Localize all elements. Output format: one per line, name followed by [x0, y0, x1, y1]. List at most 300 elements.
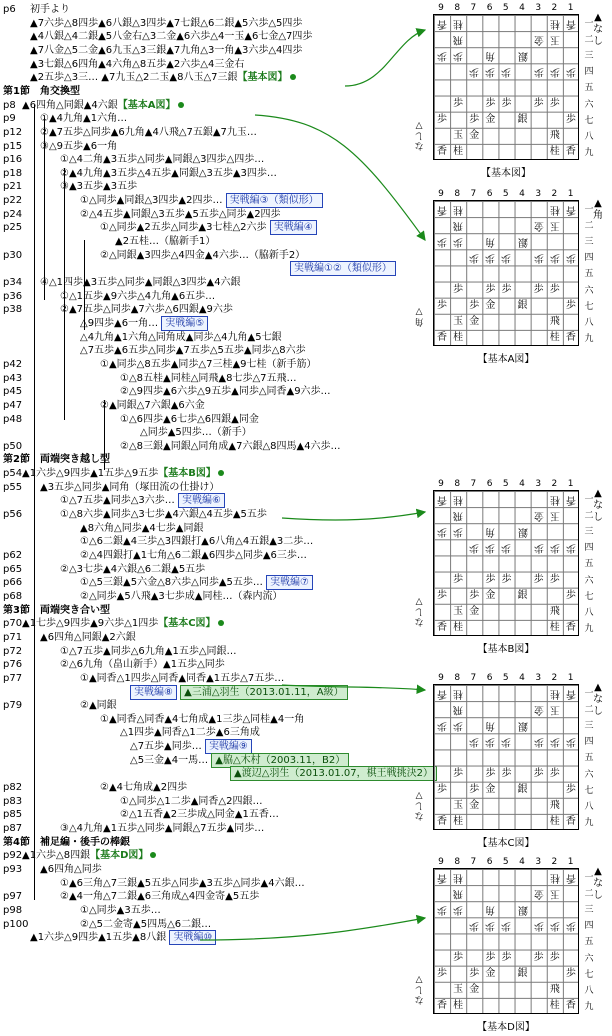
sente-piece: 歩 — [501, 97, 512, 109]
moves: △7五歩▲同歩… — [130, 741, 202, 753]
moves: ①▲4九角▲1六角… — [40, 113, 128, 125]
sente-piece: 歩 — [469, 299, 480, 311]
sente-piece: 飛 — [549, 983, 560, 995]
sente-piece: 歩 — [469, 783, 480, 795]
sente-piece: 歩 — [453, 951, 464, 963]
page-ref: p47 — [3, 399, 23, 411]
gote-piece: 歩 — [485, 252, 496, 264]
gote-piece: 歩 — [453, 526, 464, 538]
page-ref: p54 — [3, 468, 23, 480]
sente-piece: 銀 — [517, 783, 528, 795]
page-ref: p100 — [3, 918, 29, 930]
gote-piece: 香 — [565, 18, 576, 29]
file-label: 8 — [454, 673, 461, 683]
rank-label: 九 — [584, 333, 594, 344]
rank-label: 九 — [584, 623, 594, 634]
sente-piece: 歩 — [485, 97, 496, 109]
gote-piece: 香 — [565, 872, 576, 883]
sente-piece: 桂 — [549, 145, 560, 157]
rank-label: 二 — [584, 511, 594, 522]
sente-piece: 飛 — [549, 129, 560, 141]
gote-piece: 金 — [533, 888, 544, 900]
gote-piece: 歩 — [453, 236, 464, 248]
gote-piece: 歩 — [533, 920, 544, 932]
sente-piece: 香 — [437, 999, 447, 1011]
rank-label: 三 — [584, 905, 594, 916]
moves: ▲2五桂…（脇新手1） — [115, 236, 216, 248]
rank-label: 八 — [584, 801, 594, 812]
gote-piece: 歩 — [469, 736, 480, 748]
rank-label: 四 — [584, 253, 594, 264]
file-label: 7 — [470, 3, 477, 13]
sente-piece: 金 — [485, 299, 496, 311]
rank-label: 三 — [584, 51, 594, 62]
rank-label: 六 — [584, 285, 594, 296]
game-record-link[interactable]: 実戦編③（類似形） — [226, 193, 323, 208]
moves: 第2節 両端突き越し型 — [3, 454, 110, 466]
gote-piece: 歩 — [549, 542, 560, 554]
moves: ②△4四銀打▲1七角△6二銀▲6四歩△同歩▲6三歩… — [80, 550, 307, 561]
rank-label: 五 — [584, 753, 594, 764]
moves: ①△6四歩▲6七歩△6四銀▲同金 — [120, 413, 259, 425]
sente-piece: 玉 — [453, 315, 464, 327]
gote-piece: 桂 — [549, 688, 560, 699]
gote-piece: 歩 — [565, 736, 576, 748]
gote-piece: 金 — [533, 220, 544, 232]
page-ref: p16 — [3, 154, 23, 166]
page-ref: p65 — [3, 563, 23, 575]
sente-piece: 歩 — [453, 97, 464, 109]
file-label: 9 — [438, 3, 444, 13]
moves: ②▲4七角成▲2四歩 — [100, 782, 188, 794]
page-ref: p77 — [3, 672, 23, 684]
gote-piece: 歩 — [453, 50, 464, 62]
moves: ③▲3五歩▲3五歩 — [60, 181, 138, 193]
file-label: 9 — [438, 189, 444, 199]
gote-piece: 銀 — [517, 236, 528, 248]
gote-hand-pieces: 角 — [414, 316, 424, 326]
file-label: 9 — [438, 673, 444, 683]
file-label: 8 — [454, 857, 461, 867]
page-ref: p6 — [3, 4, 16, 15]
file-label: 8 — [454, 189, 461, 199]
sente-piece: 金 — [485, 113, 496, 125]
sente-piece: 歩 — [469, 113, 480, 125]
moves: ▲8六角△同歩▲4七歩▲同銀 — [80, 522, 204, 534]
gote-piece: 桂 — [453, 872, 464, 883]
gote-mark-icon: ▽ — [415, 120, 423, 130]
sente-piece: 香 — [437, 621, 447, 633]
gote-piece: 飛 — [453, 220, 464, 232]
gote-piece: 歩 — [469, 66, 480, 78]
sente-piece: 歩 — [533, 767, 544, 779]
sente-mark-icon: ▲ — [594, 198, 602, 209]
gote-piece: 玉 — [549, 888, 560, 900]
page-ref: p87 — [3, 823, 23, 834]
gote-piece: 歩 — [453, 904, 464, 916]
gote-piece: 歩 — [565, 542, 576, 554]
page-ref: p71 — [3, 631, 23, 643]
page-ref: p56 — [3, 509, 23, 521]
moves: 第4節 補足編・後手の棒銀 — [3, 836, 130, 848]
sente-piece: 銀 — [517, 299, 528, 311]
moves: ②△6九角（畠山新手）▲1五歩△同歩 — [60, 659, 225, 671]
gote-mark-icon: ▽ — [415, 306, 423, 316]
page-ref: p66 — [3, 577, 23, 589]
moves: ①△同歩▲同銀△3四歩▲2四歩… — [80, 195, 223, 207]
moves: ②△同歩▲5八飛▲3七歩成▲同桂…（森内流） — [80, 590, 283, 602]
moves: ①▲同香△同香▲4七角成▲1三歩△同桂▲4一角 — [100, 713, 305, 725]
moves: ④△1四歩▲3五歩△同歩▲同銀△3四歩▲4六銀 — [40, 277, 241, 288]
gote-hand-pieces: なし — [414, 606, 424, 626]
sente-piece: 香 — [565, 999, 576, 1011]
gote-piece: 金 — [533, 510, 544, 522]
moves: ①△1五歩▲9六歩△4九角▲6五歩… — [60, 290, 216, 302]
moves: △4九角▲1六角△同角成▲同歩△4九角▲5七銀 — [80, 331, 282, 343]
moves: ②△5二金寄▲5四馬△6二銀… — [80, 918, 212, 930]
gote-mark-icon: ▽ — [415, 974, 423, 984]
rank-label: 一 — [584, 873, 594, 883]
gote-piece: 桂 — [549, 494, 560, 505]
rank-label: 二 — [584, 889, 594, 900]
moves: ②△4五歩▲同銀△3五歩▲5五歩△同歩▲2四歩 — [80, 208, 281, 220]
gote-piece: 飛 — [453, 34, 464, 46]
gote-piece: 金 — [533, 34, 544, 46]
sente-piece: 飛 — [549, 605, 560, 617]
file-label: 3 — [535, 3, 542, 13]
rank-label: 七 — [584, 591, 594, 602]
rank-label: 八 — [584, 985, 594, 996]
sente-piece: 歩 — [533, 573, 544, 585]
moves: ▲6四角△同歩 — [40, 863, 102, 875]
file-label: 6 — [486, 673, 493, 683]
sente-piece: 銀 — [517, 113, 528, 125]
sente-piece: 歩 — [565, 783, 576, 795]
moves: ①▲同香△1四歩△同香▲同香▲1五歩△7五歩… — [80, 672, 285, 684]
file-label: 2 — [551, 857, 558, 867]
board-caption: 【基本A図】 — [477, 354, 535, 365]
game-record-link[interactable]: 実戦編⑦ — [266, 575, 313, 590]
moves: ③△9五歩▲6一角 — [40, 140, 118, 152]
gote-piece: 歩 — [549, 920, 560, 932]
rank-label: 七 — [584, 115, 594, 126]
moves: ①▲6三角△7三銀▲5五歩△同歩▲3五歩△同歩▲4六銀… — [60, 877, 305, 889]
game-record-link[interactable]: 実戦編⑥ — [178, 493, 225, 508]
sente-piece: 銀 — [517, 589, 528, 601]
board-caption: 【基本B図】 — [477, 644, 535, 655]
file-label: 5 — [502, 673, 509, 683]
file-label: 4 — [519, 857, 525, 867]
gote-piece: 銀 — [517, 526, 528, 538]
file-label: 2 — [551, 189, 558, 199]
gote-piece: 歩 — [453, 720, 464, 732]
gote-piece: 歩 — [565, 252, 576, 264]
game-record-link[interactable]: 実戦編⑤ — [161, 316, 208, 331]
sente-piece: 歩 — [565, 113, 576, 125]
board-caption: 【基本C図】 — [477, 838, 535, 849]
game-record-link[interactable]: 実戦編④ — [270, 220, 317, 235]
page-ref: p76 — [3, 659, 23, 671]
moves: ②△同銀▲3四歩△4四金▲4六歩…（脇新手2） — [100, 249, 306, 261]
gote-piece: 歩 — [485, 736, 496, 748]
arrow-to-basic-a-diagram — [255, 115, 425, 240]
gote-piece: 歩 — [485, 920, 496, 932]
gote-piece: 歩 — [533, 66, 544, 78]
sente-piece: 桂 — [549, 331, 560, 343]
gote-piece: 飛 — [453, 888, 464, 900]
diagram-tag[interactable]: 【基本B図】 — [158, 468, 216, 480]
file-label: 5 — [502, 857, 509, 867]
sente-piece: 歩 — [453, 573, 464, 585]
file-label: 5 — [502, 3, 509, 13]
diagram-tag[interactable]: 【基本図】 — [237, 72, 288, 84]
rank-label: 二 — [584, 705, 594, 716]
page-ref: p45 — [3, 386, 23, 398]
gote-hand-pieces: なし — [414, 800, 424, 820]
sente-piece: 歩 — [469, 589, 480, 601]
sente-piece: 玉 — [453, 983, 464, 995]
gote-piece: 歩 — [533, 252, 544, 264]
sente-piece: 歩 — [549, 97, 560, 109]
moves: ▲1七歩△9四歩▲9六歩△1四歩 — [22, 618, 159, 630]
sente-piece: 金 — [469, 983, 480, 995]
game-record-link[interactable]: 実戦編⑨ — [205, 739, 252, 754]
file-label: 1 — [567, 3, 574, 13]
sente-piece: 飛 — [549, 799, 560, 811]
page-ref: p25 — [3, 222, 23, 234]
page-ref: p68 — [3, 590, 23, 602]
board-caption: 【基本D図】 — [477, 1022, 535, 1033]
sente-piece: 歩 — [501, 767, 512, 779]
rank-label: 四 — [584, 737, 594, 748]
sente-piece: 香 — [565, 145, 576, 157]
file-label: 5 — [502, 189, 509, 199]
game-record-link[interactable]: 実戦編⑧ — [130, 685, 177, 700]
gote-piece: 歩 — [437, 50, 447, 62]
gote-piece: 角 — [485, 720, 496, 732]
gote-hand-pieces: なし — [414, 130, 424, 150]
diagram-tag[interactable]: 【基本A図】 — [117, 99, 176, 111]
sente-piece: 歩 — [565, 299, 576, 311]
diagram-tag[interactable]: 【基本D図】 — [90, 850, 149, 862]
file-label: 6 — [486, 189, 493, 199]
page-ref: p93 — [3, 863, 23, 875]
moves: ▲3七銀△6四角▲4六角△8五歩▲2六歩△4三金右 — [30, 58, 245, 70]
arrow-to-basic-diagram — [345, 30, 425, 86]
page-ref: p18 — [3, 167, 23, 179]
sente-piece: 歩 — [453, 283, 464, 295]
gote-piece: 桂 — [453, 18, 464, 29]
sente-piece: 桂 — [453, 145, 464, 157]
gote-piece: 歩 — [501, 920, 512, 932]
file-label: 3 — [535, 479, 542, 489]
sente-piece: 金 — [469, 315, 480, 327]
gote-piece: 歩 — [501, 736, 512, 748]
rank-label: 八 — [584, 607, 594, 618]
gote-piece: 香 — [565, 494, 576, 505]
sente-piece: 金 — [485, 967, 496, 979]
sente-piece: 歩 — [485, 283, 496, 295]
moves: ①△8六歩▲同歩△3七歩▲4六銀△4五歩▲5五歩 — [60, 509, 267, 521]
moves: ①▲同歩△8五歩▲同歩△7三桂▲9七桂（新手筋） — [100, 358, 317, 370]
gote-piece: 桂 — [453, 688, 464, 699]
gote-piece: 歩 — [549, 66, 560, 78]
file-label: 1 — [567, 479, 574, 489]
moves: ▲7八金△5二金▲6九玉△3三銀▲7九角△3一角▲3六歩△4四歩 — [30, 44, 303, 56]
moves: ②△8三銀▲同銀△同角成▲7六銀△8四馬▲4六歩… — [120, 440, 341, 452]
page-ref: p70 — [3, 618, 23, 630]
gote-piece: 歩 — [549, 252, 560, 264]
sente-piece: 歩 — [453, 767, 464, 779]
sente-piece: 香 — [437, 145, 447, 157]
gote-piece: 銀 — [517, 904, 528, 916]
gote-piece: 歩 — [501, 66, 512, 78]
game-record-link[interactable]: 実戦編①②（類似形） — [290, 261, 396, 276]
sente-piece: 飛 — [549, 315, 560, 327]
rank-label: 九 — [584, 147, 594, 158]
rank-label: 五 — [584, 83, 594, 94]
moves: ②▲7五歩△同歩▲6九角▲4八飛△7五銀▲7九玉… — [40, 126, 257, 138]
gote-piece: 歩 — [437, 526, 447, 538]
gote-piece: 歩 — [437, 720, 447, 732]
gote-piece: 歩 — [565, 920, 576, 932]
gote-mark-icon: ▽ — [415, 790, 423, 800]
moves: △7五歩▲6五歩△同歩▲7五歩△5五歩▲同歩△8六歩 — [80, 345, 306, 357]
file-label: 8 — [454, 479, 461, 489]
rank-label: 五 — [584, 937, 594, 948]
page-ref: p48 — [3, 413, 23, 425]
sente-piece: 歩 — [485, 767, 496, 779]
game-reference: ▲三浦△羽生（2013.01.11，A級） — [180, 685, 347, 700]
file-label: 3 — [535, 189, 542, 199]
file-label: 6 — [486, 3, 493, 13]
page-ref: p98 — [3, 904, 23, 916]
rank-label: 九 — [584, 1001, 594, 1012]
gote-piece: 桂 — [453, 494, 464, 505]
gote-piece: 歩 — [469, 252, 480, 264]
moves: ▲1六歩△8四銀 — [22, 850, 91, 862]
arrow-to-basic-c-diagram — [282, 685, 425, 690]
file-label: 5 — [502, 479, 509, 489]
page-ref: p85 — [3, 809, 23, 821]
page-ref: p9 — [3, 113, 16, 125]
sente-piece: 金 — [485, 783, 496, 795]
page-ref: p55 — [3, 481, 23, 493]
gote-piece: 香 — [437, 494, 447, 505]
gote-piece: 玉 — [549, 510, 560, 522]
sente-piece: 玉 — [453, 799, 464, 811]
file-label: 9 — [438, 479, 444, 489]
file-label: 3 — [535, 673, 542, 683]
gote-piece: 歩 — [533, 736, 544, 748]
sente-piece: 桂 — [453, 999, 464, 1011]
file-label: 4 — [519, 479, 525, 489]
sente-piece: 歩 — [549, 573, 560, 585]
gote-piece: 歩 — [501, 542, 512, 554]
rank-label: 六 — [584, 953, 594, 964]
sente-piece: 歩 — [485, 951, 496, 963]
page-ref: p97 — [3, 891, 23, 903]
page-ref: p24 — [3, 208, 23, 220]
game-record-link[interactable]: 実戦編⑩ — [169, 930, 216, 945]
board-caption: 【基本図】 — [481, 168, 531, 179]
sente-piece: 歩 — [501, 283, 512, 295]
page-ref: p38 — [3, 304, 23, 316]
rank-label: 一 — [584, 19, 594, 29]
sente-piece: 香 — [437, 815, 447, 827]
gote-piece: 香 — [437, 204, 447, 215]
moves: ①△7五歩▲同歩△3六歩… — [60, 495, 175, 507]
gote-piece: 桂 — [549, 872, 560, 883]
page-ref: p22 — [3, 195, 23, 207]
gote-mark-icon: ▽ — [415, 596, 423, 606]
gote-piece: 飛 — [453, 704, 464, 716]
sente-piece: 歩 — [501, 951, 512, 963]
file-label: 7 — [470, 189, 477, 199]
sente-piece: 歩 — [437, 783, 447, 795]
sente-piece: 銀 — [517, 967, 528, 979]
rank-label: 八 — [584, 317, 594, 328]
sente-piece: 歩 — [565, 589, 576, 601]
sente-piece: 香 — [437, 331, 447, 343]
file-label: 9 — [438, 857, 444, 867]
rank-label: 六 — [584, 769, 594, 780]
sente-mark-icon: ▲ — [594, 488, 602, 499]
gote-piece: 歩 — [437, 904, 447, 916]
moves: ▲1六歩△9四歩▲1五歩△9五歩 — [22, 468, 159, 480]
moves: ①△同歩△1二歩▲同香△2四銀… — [120, 795, 263, 807]
file-label: 1 — [567, 673, 574, 683]
rank-label: 七 — [584, 301, 594, 312]
rank-label: 八 — [584, 131, 594, 142]
gote-piece: 歩 — [437, 236, 447, 248]
sente-hand-pieces: なし — [593, 24, 603, 47]
rank-label: 二 — [584, 35, 594, 46]
gote-piece: 角 — [485, 904, 496, 916]
gote-piece: 歩 — [469, 542, 480, 554]
sente-hand-pieces: 角 — [593, 210, 603, 221]
page-ref: p42 — [3, 358, 23, 370]
file-label: 3 — [535, 857, 542, 867]
sente-piece: 歩 — [437, 589, 447, 601]
sente-piece: 歩 — [485, 573, 496, 585]
diagram-tag[interactable]: 【基本C図】 — [158, 618, 216, 630]
sente-piece: 歩 — [533, 951, 544, 963]
moves: △9四歩▲6一角… — [80, 317, 159, 329]
rank-label: 七 — [584, 969, 594, 980]
gote-hand-pieces: なし — [414, 984, 424, 1004]
gote-piece: 桂 — [549, 18, 560, 29]
file-label: 1 — [567, 189, 574, 199]
sente-piece: 歩 — [437, 299, 447, 311]
gote-piece: 香 — [565, 204, 576, 215]
moves: ②▲4一角△7二銀▲6三角成△4四金寄▲5五歩 — [60, 891, 260, 903]
rank-label: 四 — [584, 67, 594, 78]
page-ref: p34 — [3, 277, 23, 288]
rank-label: 四 — [584, 921, 594, 932]
moves: ①△5三銀▲5六金△8六歩△同歩▲5五歩… — [80, 577, 263, 589]
rank-label: 六 — [584, 575, 594, 586]
moves: 第1節 角交換型 — [3, 85, 80, 97]
moves: △1四歩▲同香△1二歩▲6三角成 — [120, 727, 260, 739]
moves: △5三金▲4一馬… — [130, 754, 209, 766]
file-label: 4 — [519, 673, 525, 683]
arrow-to-basic-d-diagram — [200, 918, 425, 940]
gote-piece: 玉 — [549, 34, 560, 46]
gote-piece: 金 — [533, 704, 544, 716]
sente-piece: 桂 — [549, 999, 560, 1011]
moves: ①△7五歩▲同歩△6九角▲1五歩△同銀… — [60, 645, 237, 657]
